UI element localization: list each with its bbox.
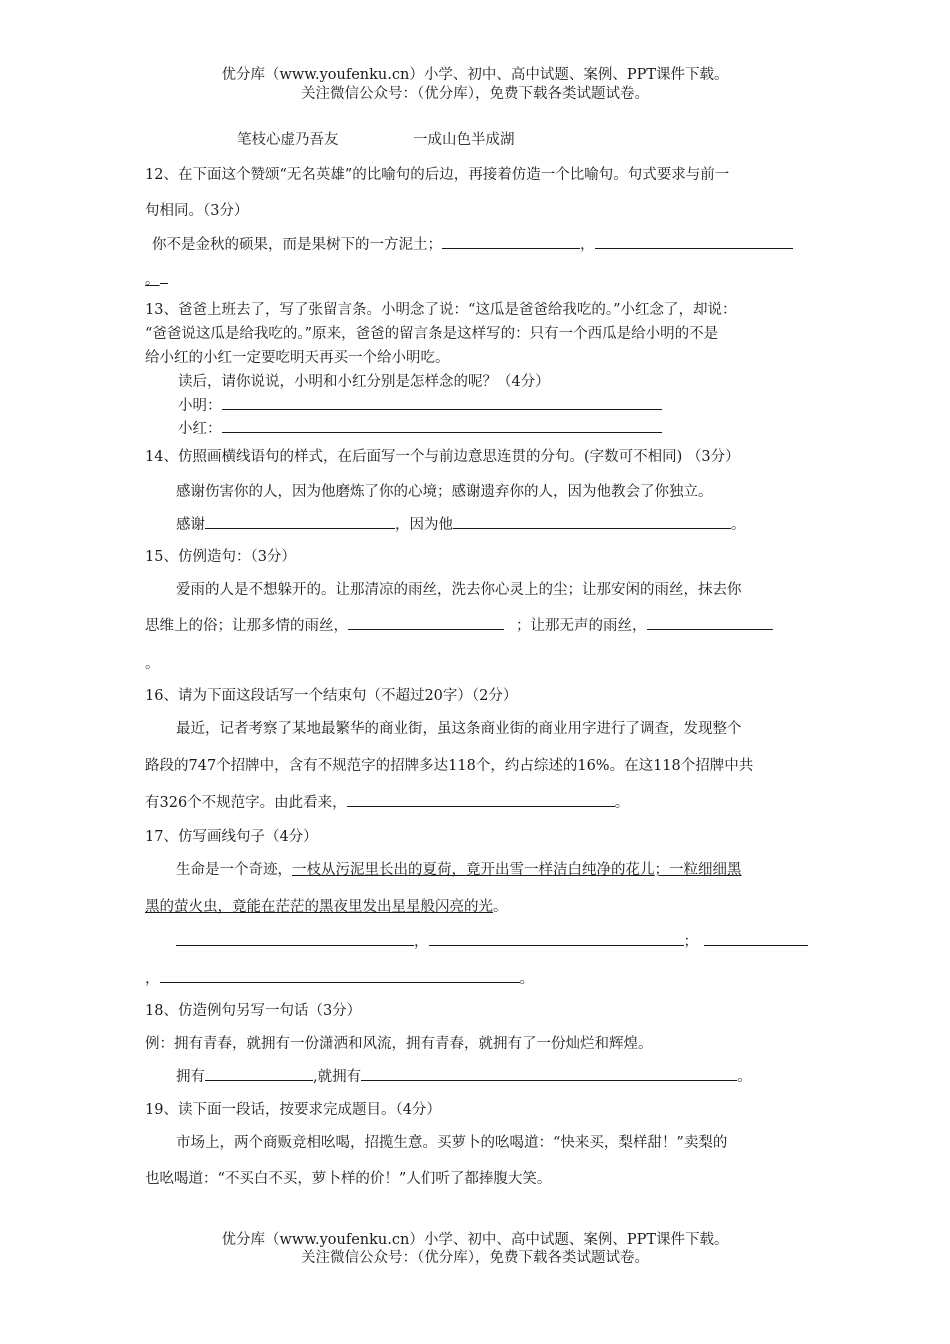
- q19-line1: 19、读下面一段话，按要求完成题目。（4分）: [145, 1102, 441, 1118]
- q17-comma-2: ，: [145, 971, 160, 987]
- q18-line1: 18、仿造例句另写一句话（3分）: [145, 1003, 362, 1019]
- q13-line2: “爸爸说这瓜是给我吃的。”原来，爸爸的留言条是这样写的：只有一个西瓜是给小明的不是: [145, 326, 719, 342]
- q13-xiaohong: [178, 417, 662, 438]
- q18-end: 。: [737, 1069, 752, 1085]
- q16-line1: 16、请为下面这段话写一个结束句（不超过20字）（2分）: [145, 688, 518, 704]
- q17-l2a: 生命是一个奇迹，: [176, 862, 292, 878]
- q13-line4: 读后，请你说说，小明和小红分别是怎样念的呢？（4分）: [178, 374, 550, 390]
- footer-line-1: 优分库（www.youfenku.cn）小学、初中、高中试题、案例、PPT课件下载。: [221, 1232, 729, 1248]
- top-line-b: 一成山色半成湖: [413, 132, 515, 148]
- q13-xiaoming-blank[interactable]: [222, 395, 662, 410]
- q12-line3: [152, 233, 793, 254]
- q12-answer-blank-3[interactable]: [160, 269, 168, 284]
- top-line-a: 笔枝心虚乃吾友: [237, 132, 339, 148]
- header-line-2: 关注微信公众号：（优分库），免费下载各类试题试卷。: [301, 86, 649, 102]
- q16-line2: 最近，记者考察了某地最繁华的商业街，虽这条商业街的商业用字进行了调查，发现整个: [176, 721, 742, 737]
- q17-line3: [145, 895, 508, 916]
- footer-line-2: 关注微信公众号：（优分库），免费下载各类试题试卷。: [301, 1250, 649, 1266]
- q12-stem: 你不是金秋的硕果，而是果树下的一方泥土；: [152, 237, 442, 253]
- q18-blank-2[interactable]: [361, 1066, 737, 1081]
- q19-line2: 市场上，两个商贩竞相吆喝，招揽生意。买萝卜的吆喝道：“快来买，梨样甜！”卖梨的: [176, 1135, 728, 1151]
- q17-blank-3[interactable]: [704, 931, 808, 946]
- q17-blank-1[interactable]: [176, 931, 414, 946]
- q14-a: 感谢: [176, 517, 205, 533]
- q14-end: 。: [731, 517, 746, 533]
- q13-xiaohong-label: 小红：: [178, 421, 222, 437]
- q12-answer-blank-2[interactable]: [595, 234, 793, 249]
- q14-blank-2[interactable]: [453, 514, 731, 529]
- q13-xiaoming: [178, 394, 662, 415]
- q17-line2: [176, 858, 742, 879]
- q16-line3: 路段的747个招牌中，含有不规范字的招牌多达118个，约占综述的16%。在这118个招牌中共: [145, 758, 754, 774]
- q14-b: ，因为他: [395, 517, 453, 533]
- q17-l3-end: 。: [493, 899, 508, 915]
- q13-line3: 给小红的小红一定要吃明天再买一个给小明吃。: [145, 350, 450, 366]
- q18-b: ,就拥有: [313, 1069, 362, 1085]
- q15-blank-2[interactable]: [647, 615, 773, 630]
- q18-answer-line: [176, 1065, 752, 1086]
- q18-blank-1[interactable]: [205, 1066, 313, 1081]
- q16-blank[interactable]: [347, 792, 615, 807]
- q12-end: 。: [145, 272, 160, 288]
- q17-end: 。: [519, 971, 534, 987]
- header-line-1: 优分库（www.youfenku.cn）小学、初中、高中试题、案例、PPT课件下载。: [221, 67, 729, 83]
- q16-end: 。: [614, 795, 630, 811]
- q15-l3a: 思维上的俗；让那多情的雨丝，: [145, 618, 348, 634]
- q15-line2: 爱雨的人是不想躲开的。让那清凉的雨丝，洗去你心灵上的尘；让那安闲的雨丝，抹去你: [176, 582, 742, 598]
- q14-blank-1[interactable]: [205, 514, 395, 529]
- q15-l3b: ；让那无声的雨丝，: [516, 618, 647, 634]
- q14-line1: 14、仿照画横线语句的样式，在后面写一个与前边意思连贯的分句。(字数可不相同) （3分）: [145, 449, 740, 465]
- q17-l2b-underlined: 一枝从污泥里长出的夏荷，竟开出雪一样洁白纯净的花儿；一粒细细黑: [292, 862, 742, 878]
- q19-line3: 也吆喝道：“不买白不买，萝卜样的价！”人们听了都捧腹大笑。: [145, 1171, 552, 1187]
- q13-xiaoming-label: 小明：: [178, 398, 222, 414]
- q16-line4: [145, 791, 629, 812]
- q12-line1: 12、在下面这个赞颂“无名英雄”的比喻句的后边，再接着仿造一个比喻句。句式要求与前一: [145, 167, 730, 183]
- q17-answer-line-2: [145, 967, 534, 988]
- q12-answer-blank-1[interactable]: [442, 234, 580, 249]
- q12-comma: ，: [580, 237, 595, 253]
- q12-line2: 句相同。（3分）: [145, 203, 249, 219]
- q17-line1: 17、仿写画线句子（4分）: [145, 829, 318, 845]
- q15-end: 。: [145, 656, 160, 672]
- q15-blank-1[interactable]: [348, 615, 504, 630]
- q17-l3-underlined: 黑的萤火虫，竟能在茫茫的黑夜里发出星星般闪亮的光: [145, 899, 493, 915]
- q17-blank-2[interactable]: [429, 931, 684, 946]
- q17-answer-line-1: [176, 930, 808, 951]
- q18-line2: 例：拥有青春，就拥有一份潇洒和风流，拥有青春，就拥有了一份灿烂和辉煌。: [145, 1036, 653, 1052]
- q18-a: 拥有: [176, 1069, 205, 1085]
- q12-end-line: [145, 268, 168, 289]
- q17-comma: ，: [414, 934, 429, 950]
- q15-line3: [145, 614, 773, 635]
- q14-answer-line: [176, 513, 746, 534]
- q16-l4: 有326个不规范字。由此看来，: [145, 795, 347, 811]
- q15-line1: 15、仿例造句：（3分）: [145, 549, 296, 565]
- q13-line1: 13、爸爸上班去了，写了张留言条。小明念了说：“这瓜是爸爸给我吃的。”小红念了，却说：: [145, 302, 737, 318]
- q17-semi: ；: [683, 934, 698, 950]
- q14-line2: 感谢伤害你的人，因为他磨炼了你的心境；感谢遗弃你的人，因为他教会了你独立。: [176, 484, 713, 500]
- q13-xiaohong-blank[interactable]: [222, 418, 662, 433]
- q17-blank-4[interactable]: [160, 968, 520, 983]
